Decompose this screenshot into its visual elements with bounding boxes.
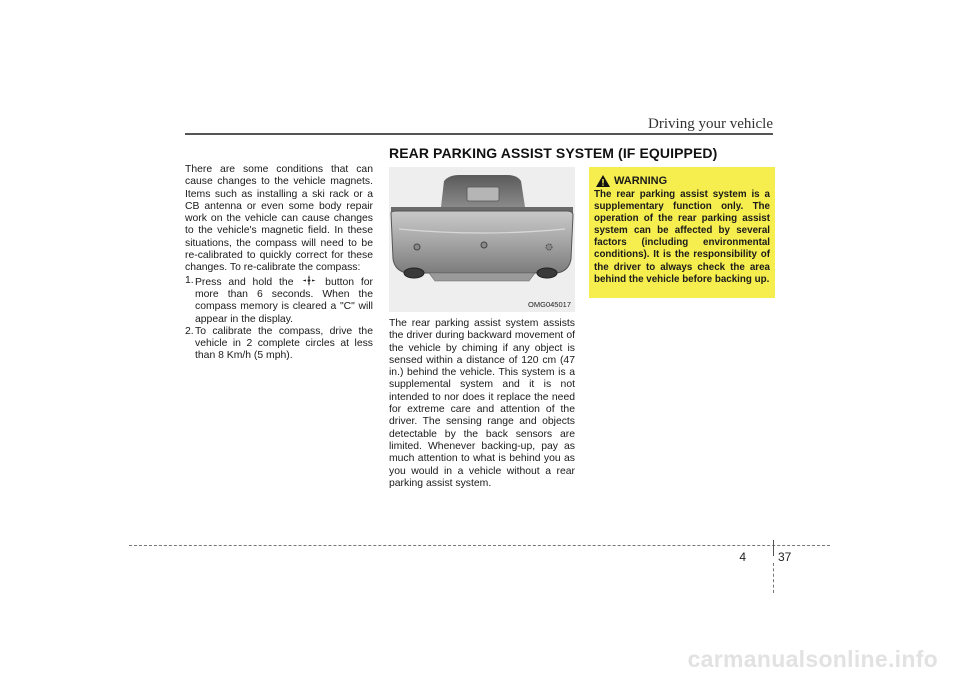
footer-divider: [773, 540, 774, 556]
step-number: 1.: [185, 274, 194, 286]
warning-triangle-icon: [596, 175, 610, 187]
intro-paragraph: There are some conditions that can cause changes to the vehicle magnets. Items such as installing a ski rack or a CB antenna or even some body repair work on the vehicle can cause changes to the vehicle's magnetic field. In these situations, the compass will need to be re-calibrated to quickly correct for these changes. To re-calibrate the compass:: [185, 164, 373, 274]
step-1-text-before: Press and hold the: [195, 276, 294, 288]
compass-button-icon: [302, 275, 316, 286]
calibration-steps: [185, 275, 373, 363]
chapter-number: 4: [739, 550, 746, 564]
footer-divider-dashed: [773, 563, 774, 593]
step-1: [185, 275, 373, 326]
footer-rule: [129, 545, 830, 546]
step-1-text-after: button for more than 6 seconds. When the compass memory is cleared a "C" will appear in the display.: [195, 276, 374, 325]
running-header: Driving your vehicle: [648, 116, 773, 132]
step-2: [185, 326, 373, 363]
header-rule: [185, 133, 773, 135]
watermark: carmanualsonline.info: [687, 646, 938, 672]
warning-text: The rear parking assist system is a supplementary function only. The operation of the rear parking assist system can be affected by several factors (including environmental conditions). It is the responsibility of the driver to always check the area behind the vehicle before backing up.: [594, 189, 770, 285]
parking-assist-description: The rear parking assist system assists the driver during backward movement of the vehicle by chiming if any object is sensed within a distance of 120 cm (47 in.) behind the vehicle. This system is a supplemental system and it is not intended to nor does it replace the need for extreme care and attention of the driver. The sensing range and objects detectable by the back sensors are limited. Whenever backing-up, pay as much attention to what is behind you as you would in a vehicle without a rear parking assist system.: [389, 318, 575, 489]
step-2-text: To calibrate the compass, drive the vehicle in 2 complete circles at less than 8 Km/h (5 mph).: [195, 325, 373, 362]
section-heading: REAR PARKING ASSIST SYSTEM (IF EQUIPPED): [389, 145, 718, 161]
warning-title: WARNING: [614, 175, 668, 187]
step-number: 2.: [185, 325, 194, 337]
left-column: [185, 164, 373, 363]
warning-header: [596, 175, 770, 187]
page-number-value: 37: [778, 550, 792, 564]
rear-bumper-figure: [389, 167, 575, 312]
warning-box: [589, 167, 775, 298]
figure-caption: OMG045017: [528, 300, 571, 309]
rear-bumper-sensors-illustration: [389, 167, 575, 312]
